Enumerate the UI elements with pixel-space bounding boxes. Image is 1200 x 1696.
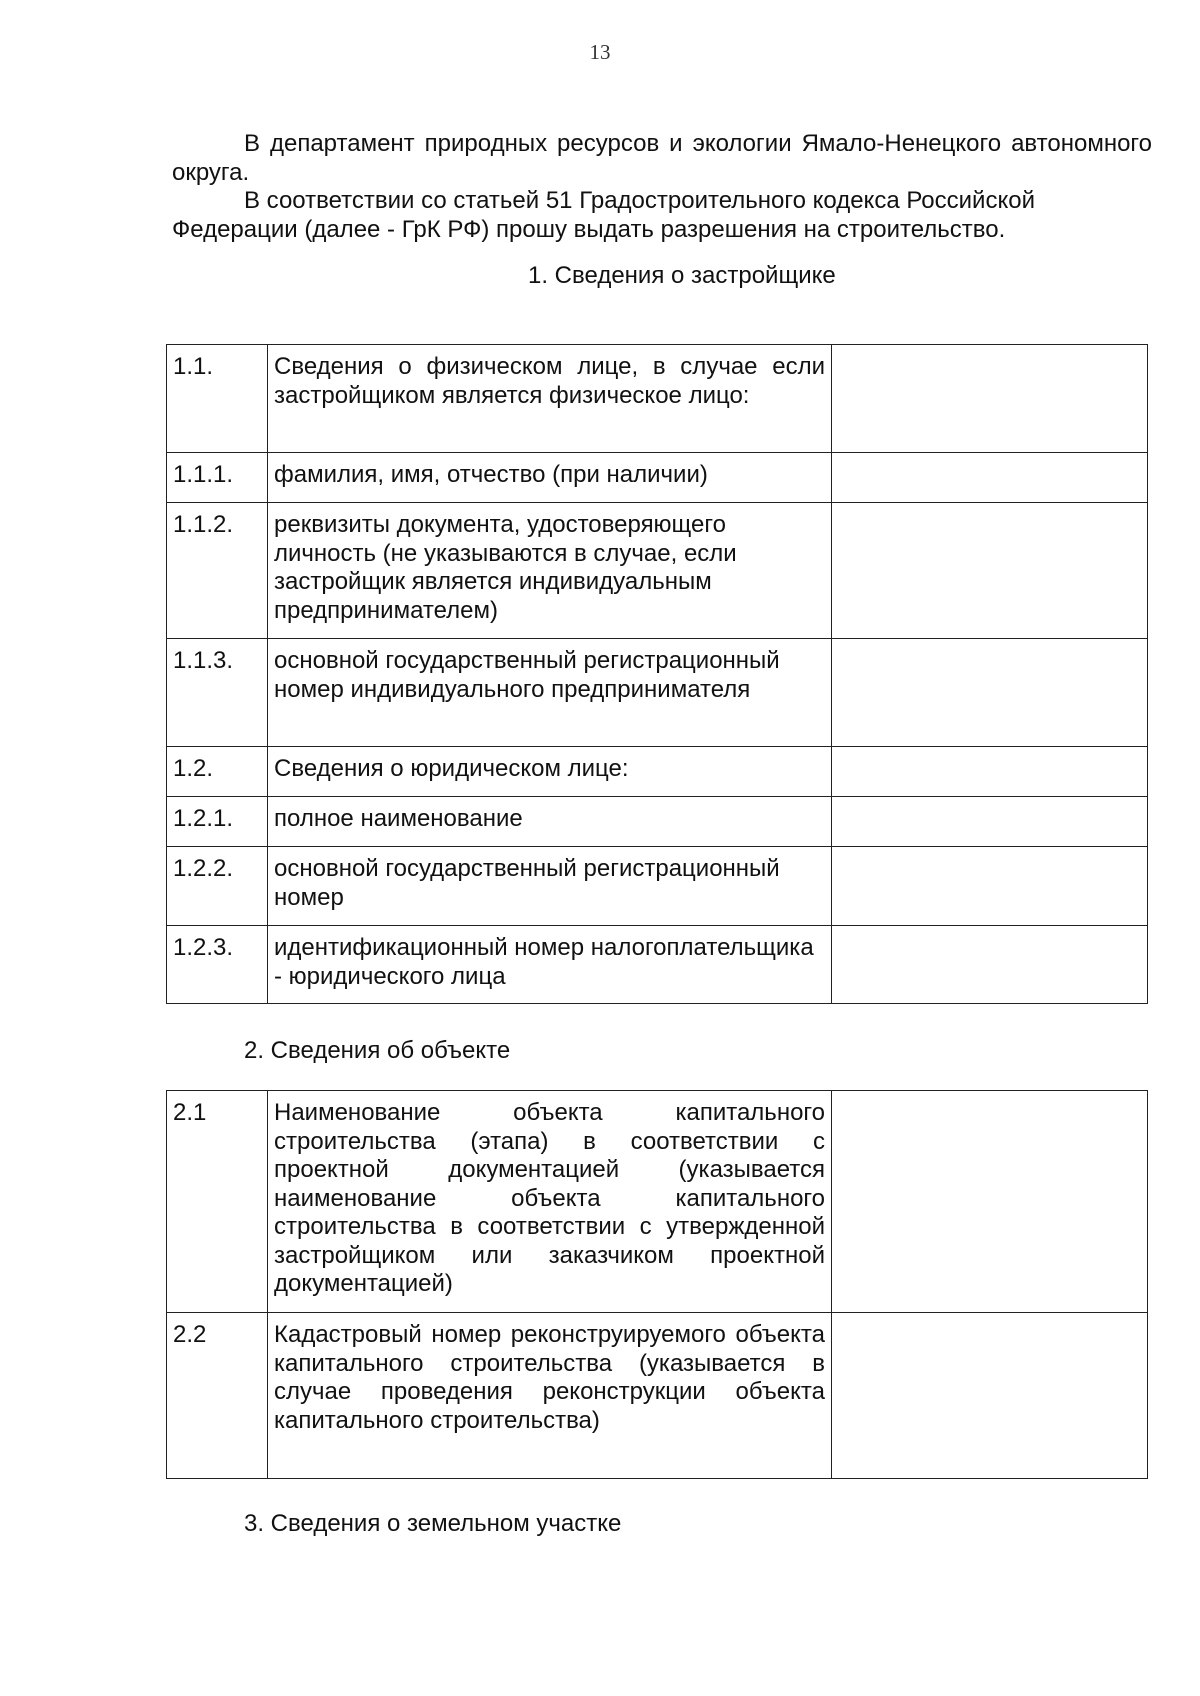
section-1-heading: 1. Сведения о застройщике: [528, 262, 836, 289]
row-value-field[interactable]: [832, 797, 1148, 847]
table-row: [167, 847, 1148, 926]
intro-addressee: В департамент природных ресурсов и экологии Ямало-Ненецкого автономного округа.: [172, 130, 1152, 186]
table-row: [167, 1091, 1148, 1313]
row-number: 1.1.1.: [167, 453, 268, 503]
row-number: 1.1.3.: [167, 639, 268, 747]
row-number: 1.2.1.: [167, 797, 268, 847]
row-description: Наименование объекта капитального строительства (этапа) в соответствии с проектной документацией (указывается наименование объекта капитального строительства в соответствии с утвержденной застройщиком или заказчиком проектной документацией): [268, 1091, 832, 1313]
table-row: [167, 345, 1148, 453]
row-description: идентификационный номер налогоплательщика - юридического лица: [268, 926, 832, 1004]
row-description: основной государственный регистрационный номер индивидуального предпринимателя: [268, 639, 832, 747]
row-description: полное наименование: [268, 797, 832, 847]
row-number: 1.2.2.: [167, 847, 268, 926]
section-2-heading: 2. Сведения об объекте: [244, 1037, 511, 1064]
row-number: 2.2: [167, 1313, 268, 1479]
row-value-field[interactable]: [832, 345, 1148, 453]
intro-request: В соответствии со статьей 51 Градостроительного кодекса Российской Федерации (далее - ГрК РФ) прошу выдать разрешения на строительство.: [172, 187, 1035, 243]
row-description: Кадастровый номер реконструируемого объекта капитального строительства (указывается в случае проведения реконструкции объекта капитального строительства): [268, 1313, 832, 1479]
table-row: [167, 503, 1148, 639]
row-description: основной государственный регистрационный номер: [268, 847, 832, 926]
row-value-field[interactable]: [832, 1313, 1148, 1479]
row-number: 1.1.: [167, 345, 268, 453]
table-row: [167, 926, 1148, 1004]
object-info-table: [166, 1090, 1148, 1479]
developer-info-table: [166, 344, 1148, 1004]
row-value-field[interactable]: [832, 926, 1148, 1004]
table-row: [167, 1313, 1148, 1479]
table-row: [167, 747, 1148, 797]
table-row: [167, 639, 1148, 747]
row-description: Сведения о физическом лице, в случае если застройщиком является физическое лицо:: [268, 345, 832, 453]
row-number: 1.1.2.: [167, 503, 268, 639]
row-value-field[interactable]: [832, 847, 1148, 926]
row-number: 1.2.: [167, 747, 268, 797]
table-row: [167, 797, 1148, 847]
row-value-field[interactable]: [832, 747, 1148, 797]
row-value-field[interactable]: [832, 1091, 1148, 1313]
row-description: Сведения о юридическом лице:: [268, 747, 832, 797]
row-value-field[interactable]: [832, 639, 1148, 747]
row-value-field[interactable]: [832, 503, 1148, 639]
page-number: 13: [589, 40, 611, 64]
table-row: [167, 453, 1148, 503]
intro: [172, 130, 1152, 244]
row-description: фамилия, имя, отчество (при наличии): [268, 453, 832, 503]
row-description: реквизиты документа, удостоверяющего личность (не указываются в случае, если застройщик является индивидуальным предпринимателем): [268, 503, 832, 639]
row-number: 1.2.3.: [167, 926, 268, 1004]
section-3-heading: 3. Сведения о земельном участке: [244, 1510, 622, 1537]
row-value-field[interactable]: [832, 453, 1148, 503]
row-number: 2.1: [167, 1091, 268, 1313]
